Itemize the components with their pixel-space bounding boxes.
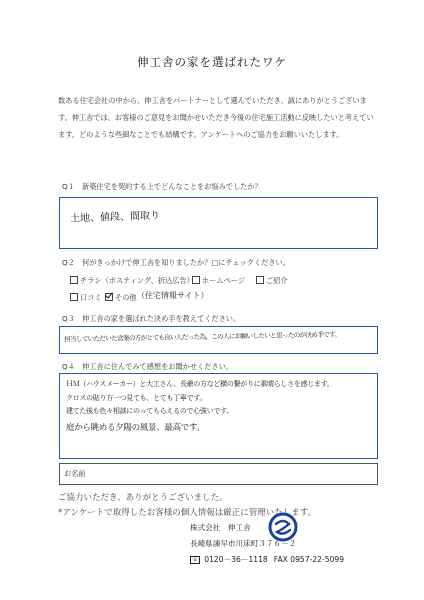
company-name: 株式会社 伸工舎 <box>190 523 251 532</box>
option-homepage: ホームページ <box>192 276 245 286</box>
option-flyer: チラシ（ポスティング、折込広告） <box>70 276 194 286</box>
page-title: 伸工舎の家を選ばれたワケ <box>137 55 287 69</box>
option-other: その他 <box>105 293 137 303</box>
intro-text <box>58 92 380 143</box>
question-3-answer-box <box>59 326 378 354</box>
checkbox-word-of-mouth <box>70 293 78 301</box>
question-4-answer-line: クロスの貼り方一つ見ても、とても丁寧です。 <box>66 394 207 402</box>
checkbox-homepage <box>192 276 200 284</box>
intro-line: す。伸工舎では、お客様のご意見をお聞かせいただき今後の住宅施工活動に反映したいと考えてい <box>58 113 374 122</box>
privacy-note: *アンケートで取得したお客様の個人情報は厳正に管理いたします。 <box>58 508 317 518</box>
name-label: お名前 <box>64 469 86 478</box>
name-box <box>59 463 378 485</box>
company-contact <box>190 554 344 565</box>
checkbox-referral <box>256 276 264 284</box>
question-1-answer-box <box>59 197 378 249</box>
option-referral: ご紹介 <box>256 276 288 286</box>
question-4-answer-box <box>59 373 378 459</box>
checkbox-flyer <box>70 276 78 284</box>
company-tel: 0120－36－1118 <box>204 555 268 564</box>
question-1-label: Q１ 新築住宅を契約する上でどんなことをお悩みでしたか？ <box>62 182 262 191</box>
question-4-label: Q４ 伸工舎に住んでみて感想をお聞かせください。 <box>62 362 233 371</box>
thank-you-note: ご協力いただき、ありがとうございました。 <box>58 493 228 503</box>
checkbox-other-checked <box>105 293 113 301</box>
intro-line: 数ある住宅会社の中から、伸工舎をパートナーとして選んでいただき、誠にありがとうございま <box>58 96 367 105</box>
question-4-answer-line: ＨＭ（ハウスメーカー）と大工さん、長爺の方など横の繋がりに素晴らしさを感じます。 <box>66 380 334 388</box>
question-3-label: Q３ 伸工舎の家を選ばれた決め手を教えてください。 <box>62 314 241 323</box>
company-address: 長崎県諫早市川床町３７６－２ <box>190 539 297 548</box>
option-word-of-mouth: 口コミ <box>70 293 102 303</box>
question-3-answer: 担当していただいた営業の方がとても良い人だった為、この人にお願いしたいと思ったのが決め手です。 <box>63 330 341 344</box>
phone-icon: ☏ <box>192 557 199 563</box>
company-fax: FAX 0957-22-5099 <box>273 555 345 564</box>
intro-line: ます。どのような些細なことでも結構です。アンケートへのご協力をお願いいたします。 <box>58 130 344 139</box>
company-logo <box>268 512 298 542</box>
question-4-answer-line: 建てた後も色々相談にのってもらえるので心強いです。 <box>66 407 233 415</box>
question-1-answer: 土地、値段、間取り <box>69 210 161 225</box>
question-4-answer-line: 庭から眺める夕陽の風景、最高です。 <box>66 423 205 433</box>
question-2-label: Q２ 何がきっかけで伸工舎を知りましたか？□にチェックください。 <box>62 258 290 267</box>
option-other-handwritten: （住宅情報サイト） <box>137 291 209 300</box>
